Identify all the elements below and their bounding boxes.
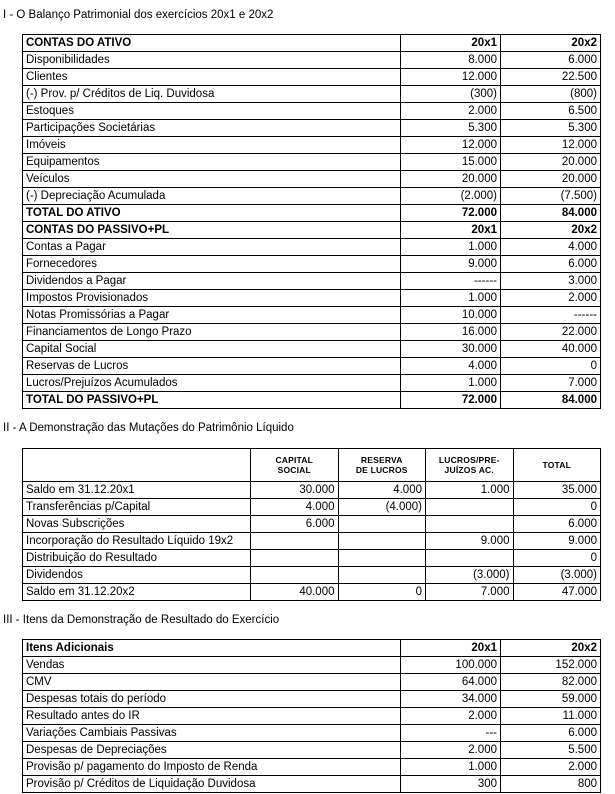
row-value-col1: 2.000	[401, 708, 501, 725]
balance-sheet-row	[23, 392, 601, 409]
row-label: Capital Social	[23, 341, 401, 358]
row-value-col2: 22.500	[501, 69, 601, 86]
row-value-col2: 2.000	[501, 759, 601, 776]
row-value-col2: 20.000	[501, 154, 601, 171]
balance-sheet-row	[23, 222, 601, 239]
row-value-col2: 20x2	[501, 222, 601, 239]
row-value-col1: 20x1	[401, 222, 501, 239]
row-value-col1: 1.000	[401, 239, 501, 256]
dmpl-header-cell: CAPITAL SOCIAL	[251, 449, 339, 482]
row-label: Estoques	[23, 103, 401, 120]
row-label: Incorporação do Resultado Líquido 19x2	[23, 533, 251, 550]
row-label: Financiamentos de Longo Prazo	[23, 324, 401, 341]
balance-sheet-body	[23, 35, 601, 409]
row-value-col1: 20.000	[401, 171, 501, 188]
row-label: (-) Depreciação Acumulada	[23, 188, 401, 205]
row-value-col2: 20.000	[501, 171, 601, 188]
row-value-col2: 59.000	[501, 691, 601, 708]
row-value-lucros-prejuizos: 9.000	[426, 533, 514, 550]
row-label: Saldo em 31.12.20x1	[23, 482, 251, 499]
row-value-col2: 22.000	[501, 324, 601, 341]
row-value-col2: 82.000	[501, 674, 601, 691]
balance-sheet-row	[23, 154, 601, 171]
row-label: Veículos	[23, 171, 401, 188]
row-label: Saldo em 31.12.20x2	[23, 584, 251, 601]
row-value-reserva-lucros	[338, 550, 426, 567]
balance-sheet-row	[23, 324, 601, 341]
row-label: Despesas de Depreciações	[23, 742, 401, 759]
spacer-after-heading-i	[0, 22, 615, 34]
balance-sheet-row	[23, 188, 601, 205]
row-value-col1: 15.000	[401, 154, 501, 171]
balance-sheet-row	[23, 307, 601, 324]
row-value-col1: 1.000	[401, 290, 501, 307]
income-items-row	[23, 640, 601, 657]
income-items-row	[23, 725, 601, 742]
dmpl-header-cell: RESERVA DE LUCROS	[338, 449, 426, 482]
row-label: Vendas	[23, 657, 401, 674]
dmpl-row	[23, 567, 601, 584]
dmpl-table-wrapper	[0, 448, 615, 601]
row-value-col1: 300	[401, 776, 501, 793]
row-value-capital-social: 4.000	[251, 499, 339, 516]
dmpl-row	[23, 499, 601, 516]
row-value-col2: 6.000	[501, 256, 601, 273]
row-value-reserva-lucros	[338, 533, 426, 550]
row-label: Lucros/Prejuízos Acumulados	[23, 375, 401, 392]
income-items-row	[23, 759, 601, 776]
row-value-reserva-lucros: (4.000)	[338, 499, 426, 516]
spacer-after-heading-iii	[0, 627, 615, 639]
spacer-before-heading-ii	[0, 409, 615, 421]
row-value-col2: 2.000	[501, 290, 601, 307]
dmpl-header-blank	[23, 449, 251, 482]
row-label: Reservas de Lucros	[23, 358, 401, 375]
row-value-col1: 9.000	[401, 256, 501, 273]
row-value-col1: 2.000	[401, 103, 501, 120]
row-label: Imóveis	[23, 137, 401, 154]
row-value-capital-social: 30.000	[251, 482, 339, 499]
row-label: Provisão p/ pagamento do Imposto de Renda	[23, 759, 401, 776]
row-value-lucros-prejuizos: (3.000)	[426, 567, 514, 584]
row-value-col1: 100.000	[401, 657, 501, 674]
income-items-table-wrapper	[0, 639, 615, 793]
row-label: TOTAL DO ATIVO	[23, 205, 401, 222]
income-items-body	[23, 640, 601, 793]
row-value-reserva-lucros: 4.000	[338, 482, 426, 499]
row-label: Equipamentos	[23, 154, 401, 171]
top-spacer	[0, 0, 615, 8]
row-value-col2: 152.000	[501, 657, 601, 674]
section-heading-ii: II - A Demonstração das Mutações do Patrimônio Líquido	[3, 422, 294, 434]
row-value-col1: (2.000)	[401, 188, 501, 205]
row-label: Resultado antes do IR	[23, 708, 401, 725]
row-label: Dividendos	[23, 567, 251, 584]
row-value-lucros-prejuizos: 1.000	[426, 482, 514, 499]
row-label: Disponibilidades	[23, 52, 401, 69]
row-label: Notas Promissórias a Pagar	[23, 307, 401, 324]
row-value-lucros-prejuizos	[426, 499, 514, 516]
income-items-row	[23, 776, 601, 793]
row-value-total: 35.000	[513, 482, 601, 499]
row-value-capital-social	[251, 567, 339, 584]
spacer-before-heading-iii	[0, 601, 615, 613]
balance-sheet-row	[23, 35, 601, 52]
row-value-col1: 30.000	[401, 341, 501, 358]
row-value-col2: 0	[501, 358, 601, 375]
balance-sheet-row	[23, 256, 601, 273]
row-value-col2: ------	[501, 307, 601, 324]
row-value-col2: 5.500	[501, 742, 601, 759]
row-label: Clientes	[23, 69, 401, 86]
dmpl-row	[23, 533, 601, 550]
row-value-col2: 6.500	[501, 103, 601, 120]
row-label: Novas Subscrições	[23, 516, 251, 533]
row-value-lucros-prejuizos	[426, 516, 514, 533]
row-value-col1: 20x1	[401, 35, 501, 52]
row-value-capital-social	[251, 550, 339, 567]
row-value-total: 6.000	[513, 516, 601, 533]
row-label: CMV	[23, 674, 401, 691]
row-label: CONTAS DO ATIVO	[23, 35, 401, 52]
row-value-col2: 84.000	[501, 205, 601, 222]
income-items-row	[23, 674, 601, 691]
row-value-col1: 72.000	[401, 205, 501, 222]
dmpl-table	[22, 448, 601, 601]
row-value-col2: 3.000	[501, 273, 601, 290]
row-label: Participações Societárias	[23, 120, 401, 137]
row-value-lucros-prejuizos: 7.000	[426, 584, 514, 601]
row-value-col2: 11.000	[501, 708, 601, 725]
row-value-col1: 8.000	[401, 52, 501, 69]
balance-sheet-row	[23, 171, 601, 188]
income-items-row	[23, 708, 601, 725]
row-label: CONTAS DO PASSIVO+PL	[23, 222, 401, 239]
balance-sheet-row	[23, 120, 601, 137]
balance-sheet-row	[23, 375, 601, 392]
balance-sheet-row	[23, 273, 601, 290]
row-value-col1: 20x1	[401, 640, 501, 657]
dmpl-body	[23, 482, 601, 601]
dmpl-head	[23, 449, 601, 482]
section-heading-i: I - O Balanço Patrimonial dos exercícios 20x1 e 20x2	[3, 9, 274, 21]
income-items-row	[23, 691, 601, 708]
row-value-col2: 84.000	[501, 392, 601, 409]
row-value-reserva-lucros	[338, 567, 426, 584]
row-value-total: 0	[513, 499, 601, 516]
row-value-lucros-prejuizos	[426, 550, 514, 567]
row-value-total: (3.000)	[513, 567, 601, 584]
row-value-col1: ---	[401, 725, 501, 742]
row-value-total: 47.000	[513, 584, 601, 601]
balance-sheet-row	[23, 103, 601, 120]
row-value-capital-social: 6.000	[251, 516, 339, 533]
balance-sheet-row	[23, 290, 601, 307]
income-items-row	[23, 657, 601, 674]
income-items-table	[22, 639, 601, 793]
row-value-reserva-lucros: 0	[338, 584, 426, 601]
row-value-col2: 6.000	[501, 52, 601, 69]
row-label: Transferências p/Capital	[23, 499, 251, 516]
row-value-col2: 800	[501, 776, 601, 793]
dmpl-row	[23, 584, 601, 601]
spacer-after-heading-ii	[0, 435, 615, 448]
row-value-col2: 5.300	[501, 120, 601, 137]
row-value-col2: 20x2	[501, 35, 601, 52]
row-value-col2: 7.000	[501, 375, 601, 392]
dmpl-row	[23, 516, 601, 533]
balance-sheet-row	[23, 341, 601, 358]
row-value-col1: ------	[401, 273, 501, 290]
row-value-col1: 1.000	[401, 759, 501, 776]
dmpl-header-row	[23, 449, 601, 482]
row-value-col1: 2.000	[401, 742, 501, 759]
row-value-col1: 64.000	[401, 674, 501, 691]
dmpl-header-cell: TOTAL	[513, 449, 601, 482]
row-value-col1: 4.000	[401, 358, 501, 375]
row-value-col1: 16.000	[401, 324, 501, 341]
row-value-capital-social	[251, 533, 339, 550]
row-value-col1: 10.000	[401, 307, 501, 324]
row-value-col1: (300)	[401, 86, 501, 103]
row-label: Contas a Pagar	[23, 239, 401, 256]
balance-sheet-row	[23, 205, 601, 222]
row-value-total: 9.000	[513, 533, 601, 550]
row-value-total: 0	[513, 550, 601, 567]
balance-sheet-row	[23, 52, 601, 69]
row-value-col2: 4.000	[501, 239, 601, 256]
row-label: TOTAL DO PASSIVO+PL	[23, 392, 401, 409]
balance-sheet-row	[23, 239, 601, 256]
row-label: Despesas totais do período	[23, 691, 401, 708]
row-value-col2: 6.000	[501, 725, 601, 742]
section-heading-iii: III - Itens da Demonstração de Resultado do Exercício	[3, 614, 280, 626]
balance-sheet-row	[23, 137, 601, 154]
row-value-col2: 40.000	[501, 341, 601, 358]
row-value-col2: (7.500)	[501, 188, 601, 205]
row-label: Provisão p/ Créditos de Liquidação Duvidosa	[23, 776, 401, 793]
row-value-reserva-lucros	[338, 516, 426, 533]
row-value-col2: (800)	[501, 86, 601, 103]
dmpl-row	[23, 482, 601, 499]
row-label: Impostos Provisionados	[23, 290, 401, 307]
income-items-row	[23, 742, 601, 759]
row-label: (-) Prov. p/ Créditos de Liq. Duvidosa	[23, 86, 401, 103]
row-value-col2: 20x2	[501, 640, 601, 657]
balance-sheet-row	[23, 86, 601, 103]
row-value-col1: 12.000	[401, 69, 501, 86]
row-value-col2: 12.000	[501, 137, 601, 154]
row-value-col1: 34.000	[401, 691, 501, 708]
row-value-col1: 12.000	[401, 137, 501, 154]
dmpl-row	[23, 550, 601, 567]
row-value-capital-social: 40.000	[251, 584, 339, 601]
balance-sheet-row	[23, 358, 601, 375]
row-value-col1: 72.000	[401, 392, 501, 409]
row-value-col1: 1.000	[401, 375, 501, 392]
dmpl-header-cell: LUCROS/PRE- JUÍZOS AC.	[426, 449, 514, 482]
balance-sheet-table	[22, 34, 601, 409]
row-label: Distribuição do Resultado	[23, 550, 251, 567]
row-label: Variações Cambiais Passivas	[23, 725, 401, 742]
row-label: Itens Adicionais	[23, 640, 401, 657]
row-label: Fornecedores	[23, 256, 401, 273]
balance-sheet-row	[23, 69, 601, 86]
row-label: Dividendos a Pagar	[23, 273, 401, 290]
balance-sheet-table-wrapper	[0, 34, 615, 409]
row-value-col1: 5.300	[401, 120, 501, 137]
